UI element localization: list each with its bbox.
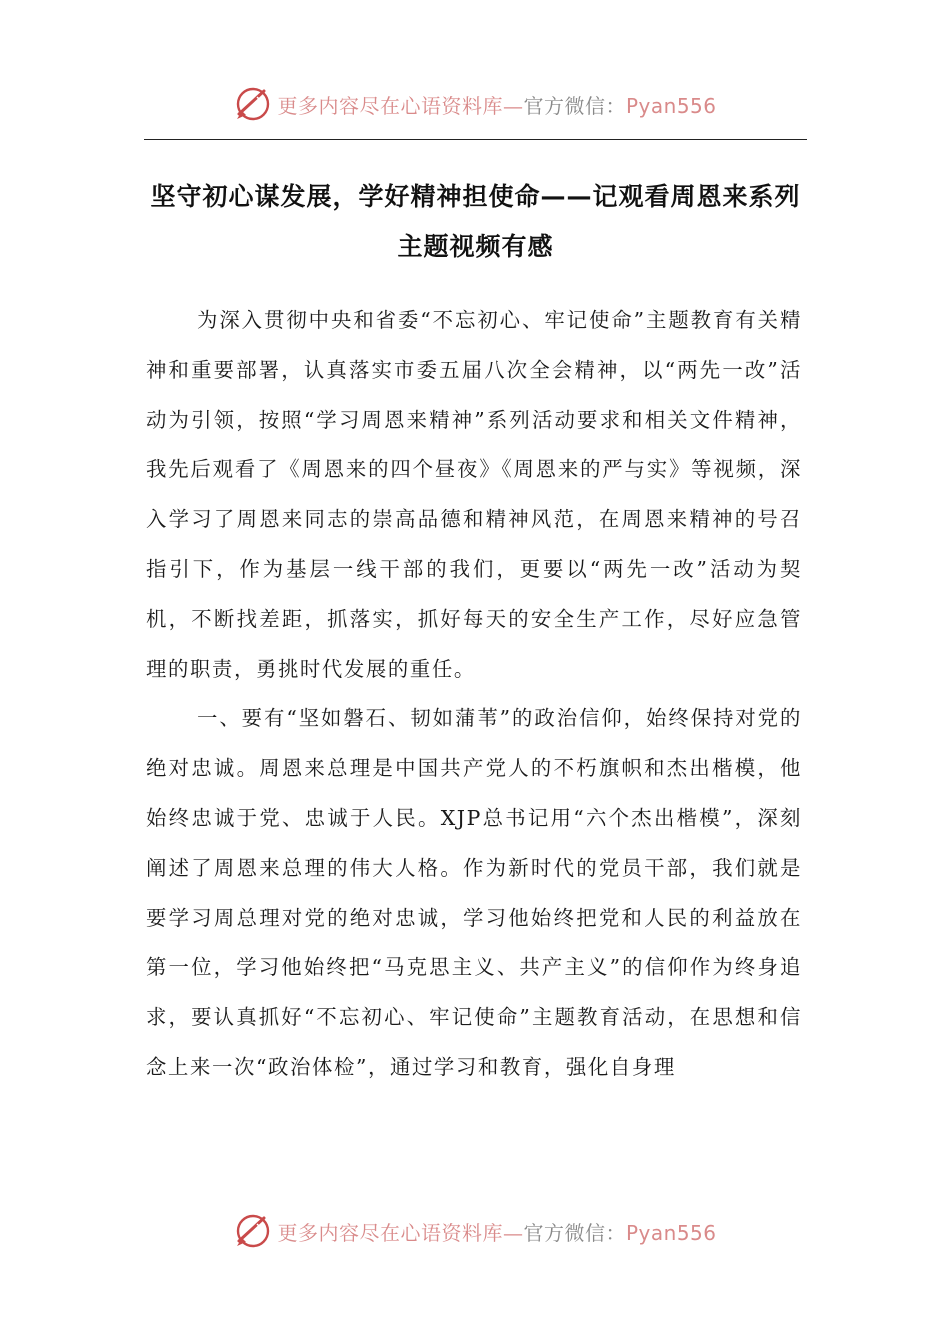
header-divider	[144, 139, 807, 140]
banner-wechat-label: 官方微信：	[523, 1220, 626, 1245]
body-paragraph-section-one: 一、要有“坚如磐石、韧如蒲苇”的政治信仰，始终保持对党的绝对忠诚。周恩来总理是中国共产党人的不朽旗帜和杰出楷模，他始终忠诚于党、忠诚于人民。XJP总书记用“六个杰出楷模”，深刻阐述了周恩来总理的伟大人格。作为新时代的党员干部，我们就是要学习周总理对党的绝对忠诚，学习他始终把党和人民的利益放在第一位，学习他始终把“马克思主义、共产主义”的信仰作为终身追求，要认真抓好“不忘初心、牢记使命”主题教育活动，在思想和信念上来一次“政治体检”，通过学习和教育，强化自身理	[146, 706, 802, 1079]
body-paragraph-intro: 为深入贯彻中央和省委“不忘初心、牢记使命”主题教育有关精神和重要部署，认真落实市委五届八次全会精神，以“两先一改”活动为引领，按照“学习周恩来精神”系列活动要求和相关文件精神，我先后观看了《周恩来的四个昼夜》《周恩来的严与实》等视频，深入学习了周恩来同志的崇高品德和精神风范，在周恩来精神的号召指引下，作为基层一线干部的我们，更要以“两先一改”活动为契机，不断找差距，抓落实，抓好每天的安全生产工作，尽好应急管理的职责，勇挑时代发展的重任。	[146, 308, 802, 681]
banner-text	[277, 1217, 716, 1246]
footer-watermark-banner	[0, 1209, 950, 1253]
banner-dash: —	[502, 1220, 524, 1245]
pen-logo-icon	[233, 84, 273, 124]
banner-wechat-id: Pyan556	[625, 1220, 717, 1245]
banner-wechat-id: Pyan556	[625, 93, 717, 118]
banner-dash: —	[502, 93, 524, 118]
banner-wechat-label: 官方微信：	[523, 93, 626, 118]
banner-site-text: 更多内容尽在心语资料库	[277, 93, 503, 118]
document-body	[146, 296, 802, 1093]
pen-logo-icon	[233, 1211, 273, 1251]
header-watermark-banner	[0, 82, 950, 126]
banner-text	[277, 90, 716, 119]
document-title: 坚守初心谋发展，学好精神担使命——记观看周恩来系列主题视频有感	[150, 182, 801, 261]
banner-site-text: 更多内容尽在心语资料库	[277, 1220, 503, 1245]
